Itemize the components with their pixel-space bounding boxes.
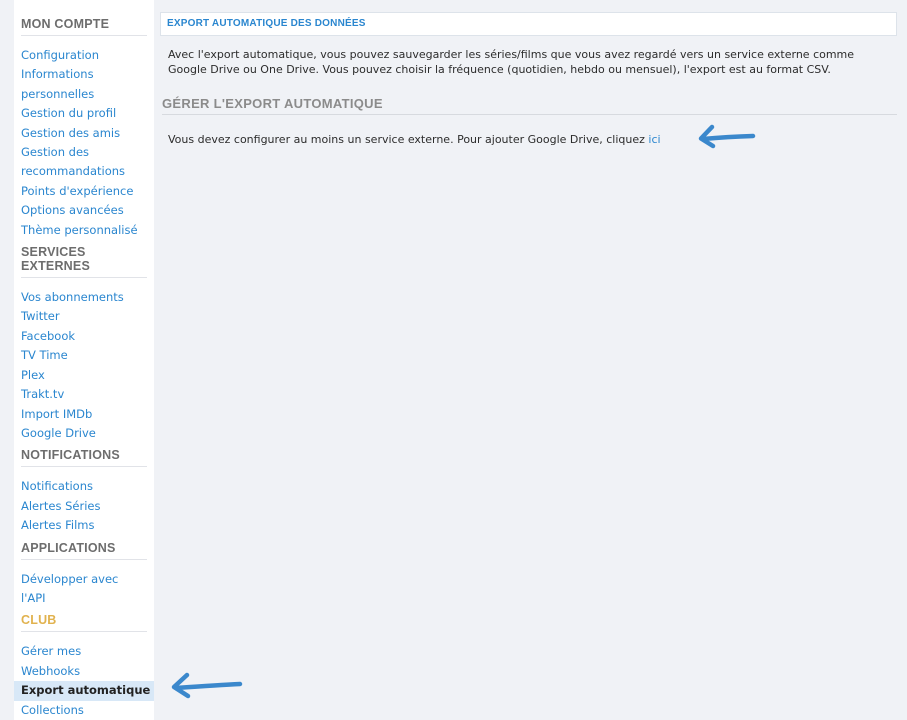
section-services-line1: SERVICES: [21, 245, 86, 260]
nav-alertes-series[interactable]: Alertes Séries: [21, 498, 101, 513]
nav-gestion-profil[interactable]: Gestion du profil: [21, 106, 117, 121]
nav-webhooks[interactable]: Webhooks: [21, 663, 81, 678]
section-applications-title: APPLICATIONS: [21, 541, 147, 560]
nav-plex[interactable]: Plex: [21, 367, 45, 382]
annotation-arrow-icon-sidebar: [168, 670, 244, 700]
nav-informations-cont[interactable]: personnelles: [21, 86, 95, 101]
nav-facebook[interactable]: Facebook: [21, 328, 76, 343]
nav-trakt[interactable]: Trakt.tv: [21, 387, 65, 402]
nav-tv-time[interactable]: TV Time: [21, 348, 68, 363]
config-text: Vous devez configurer au moins un service externe. Pour ajouter Google Drive, cliquez: [168, 133, 645, 146]
nav-theme-personnalise[interactable]: Thème personnalisé: [21, 222, 138, 237]
nav-gestion-recommandations[interactable]: Gestion des: [21, 145, 90, 160]
nav-points-experience[interactable]: Points d'expérience: [21, 183, 134, 198]
nav-notifications[interactable]: Notifications: [21, 479, 93, 494]
main-content: [158, 0, 907, 720]
nav-gestion-amis[interactable]: Gestion des amis: [21, 125, 121, 140]
nav-import-imdb[interactable]: Import IMDb: [21, 406, 93, 421]
sidebar: [14, 0, 154, 720]
nav-developper-api-cont[interactable]: l'API: [21, 590, 46, 605]
nav-alertes-films[interactable]: Alertes Films: [21, 518, 95, 533]
intro-line-1: Avec l'export automatique, vous pouvez sauvegarder les séries/films que vous avez regardé vers un service externe comme: [168, 48, 855, 61]
nav-collections[interactable]: Collections: [21, 702, 84, 717]
section-club-title: CLUB: [21, 613, 147, 632]
page-title: EXPORT AUTOMATIQUE DES DONNÉES: [167, 18, 366, 29]
intro-line-2: Google Drive ou One Drive. Vous pouvez choisir la fréquence (quotidien, hebdo ou mensuel), l'export est au format CSV.: [168, 62, 831, 76]
annotation-arrow-icon: [695, 123, 757, 149]
page-header-bar: [160, 12, 897, 36]
nav-gestion-recommandations-cont[interactable]: recommandations: [21, 164, 126, 179]
section-services-line2: EXTERNES: [21, 259, 90, 274]
add-google-drive-link[interactable]: ici: [648, 133, 661, 146]
nav-options-avancees[interactable]: Options avancées: [21, 203, 124, 218]
nav-twitter[interactable]: Twitter: [21, 309, 60, 324]
nav-gerer-mes[interactable]: Gérer mes: [21, 644, 82, 659]
config-message: [168, 133, 661, 146]
section-mon-compte-title: MON COMPTE: [21, 17, 147, 36]
nav-export-automatique[interactable]: Export automatique: [14, 681, 154, 700]
section-services-externes-title: [21, 245, 147, 278]
nav-configuration[interactable]: Configuration: [21, 48, 99, 62]
section-title-export: GÉRER L'EXPORT AUTOMATIQUE: [162, 96, 897, 115]
section-notifications-title: NOTIFICATIONS: [21, 448, 147, 467]
nav-informations[interactable]: Informations: [21, 67, 94, 82]
nav-google-drive[interactable]: Google Drive: [21, 425, 96, 440]
intro-text: [168, 48, 898, 77]
nav-developper-api[interactable]: Développer avec: [21, 571, 119, 586]
nav-vos-abonnements[interactable]: Vos abonnements: [21, 290, 124, 305]
